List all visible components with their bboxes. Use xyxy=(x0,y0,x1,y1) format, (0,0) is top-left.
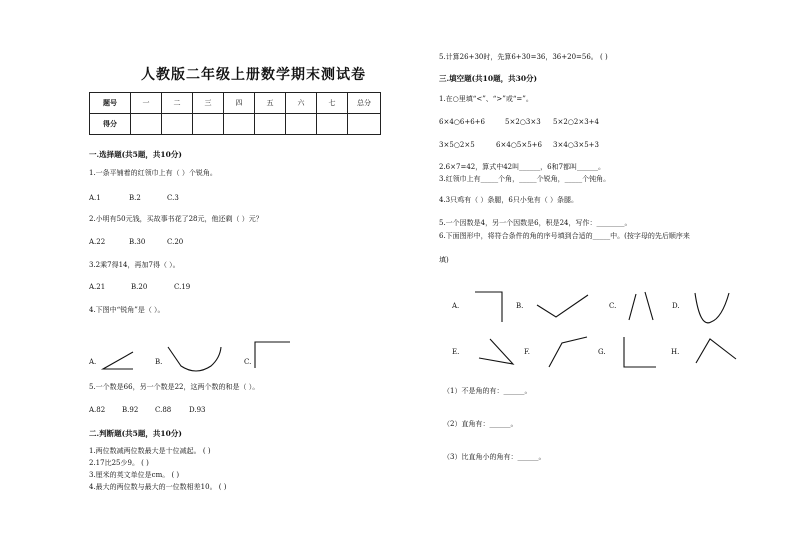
question-2-option-b: B.30 xyxy=(129,238,146,246)
question-4: 4.下图中“锐角”是（ ）。 xyxy=(89,306,165,314)
fill-6-sub-2: （2）直角有：______。 xyxy=(443,420,518,428)
fill-5: 5.一个因数是4，另一个因数是6，积是24，写作：________。 xyxy=(439,219,632,227)
score-table-header-row xyxy=(90,93,381,114)
figure-label-e: E. xyxy=(452,348,460,356)
question-5: 5.一个数是66，另一个数是22，这两个数的和是（ ）。 xyxy=(89,383,260,391)
fill-1-expr: 6×4○6+6+6 xyxy=(439,118,485,126)
score-table-score-row xyxy=(90,114,381,135)
judge-3: 3.厘米的英文单位是cm。 ( ) xyxy=(89,471,180,479)
question-3-option-b: B.20 xyxy=(131,283,148,291)
right-angle-figure-c xyxy=(252,340,292,370)
fill-1-expr: 3×5○2×5 xyxy=(439,141,475,149)
figure-c-broken-lines xyxy=(626,290,660,324)
fill-6: 6.下面图形中，将符合条件的角的序号填到合适的_____中。(按字母的先后顺序来 xyxy=(439,232,690,240)
score-cell xyxy=(193,114,224,135)
fill-4: 4.3只鸡有（ ）条腿，6只小兔有（ ）条腿。 xyxy=(439,196,579,204)
fill-1-expr: 5×2○2×3+4 xyxy=(553,118,599,126)
acute-angle-figure-a xyxy=(100,350,136,372)
judge-1: 1.两位数减两位数最大是十位减起。 ( ) xyxy=(89,447,211,455)
score-cell xyxy=(131,114,162,135)
figure-label-h: H. xyxy=(671,348,680,356)
question-1-option-a: A.1 xyxy=(89,194,101,202)
question-5-option-b: B.92 xyxy=(122,406,139,414)
figure-b-obtuse-angle xyxy=(535,292,591,322)
table-header-cell: 三 xyxy=(193,93,224,114)
question-5-option-d: D.93 xyxy=(189,406,206,414)
question-1-option-c: C.3 xyxy=(167,194,179,202)
figure-e-acute-angle xyxy=(476,336,516,368)
judge-2: 2.17比25少9。 ( ) xyxy=(89,459,149,467)
table-header-cell: 四 xyxy=(224,93,255,114)
question-3-option-a: A.21 xyxy=(89,283,106,291)
question-1-option-b: B.2 xyxy=(129,194,141,202)
figure-h-obtuse-angle xyxy=(693,334,739,366)
question-2-option-c: C.20 xyxy=(167,238,184,246)
fill-1-expr: 6×4○5×5+6 xyxy=(496,141,542,149)
section-fill-title: 三.填空题(共10题，共30分) xyxy=(439,74,538,83)
table-header-cell: 五 xyxy=(255,93,286,114)
figure-a-right-angle xyxy=(472,290,506,324)
score-cell xyxy=(162,114,193,135)
figure-g-right-angle xyxy=(620,334,660,370)
fill-1-expr: 5×2○3×3 xyxy=(505,118,541,126)
table-header-cell: 总分 xyxy=(348,93,381,114)
curved-figure-b xyxy=(166,344,224,374)
table-header-cell: 六 xyxy=(286,93,317,114)
question-5-option-a: A.82 xyxy=(89,406,106,414)
score-cell xyxy=(255,114,286,135)
question-4-option-b: B. xyxy=(155,358,163,366)
score-table xyxy=(89,92,381,135)
table-header-cell: 七 xyxy=(317,93,348,114)
table-header-cell: 一 xyxy=(131,93,162,114)
fill-3: 3.红领巾上有_____个角，_____个锐角，_____个钝角。 xyxy=(439,175,611,183)
section-choice-title: 一.选择题(共5题，共10分) xyxy=(89,150,182,159)
question-3: 3.2乘7得14，再加7得（ ）。 xyxy=(89,261,180,269)
figure-label-a: A. xyxy=(452,302,460,310)
fill-2: 2.6×7=42，算式中42叫______，6和7都叫______。 xyxy=(439,163,606,171)
question-5-option-c: C.88 xyxy=(155,406,172,414)
table-header-cell: 二 xyxy=(162,93,193,114)
score-cell xyxy=(348,114,381,135)
fill-6-continued: 填) xyxy=(439,256,449,264)
judge-5: 5.计算26+30时，先算6+30=36，36+20=56。 ( ) xyxy=(439,53,608,61)
figure-label-c: C. xyxy=(609,302,617,310)
question-1: 1.一条平铺着的红领巾上有（ ）个锐角。 xyxy=(89,169,217,177)
score-cell xyxy=(224,114,255,135)
figure-d-curve xyxy=(692,290,732,326)
score-row-label: 得分 xyxy=(90,114,131,135)
figure-label-g: G. xyxy=(598,348,606,356)
question-3-option-c: C.19 xyxy=(174,283,191,291)
fill-1: 1.在○里填“<”、“>”或“=”。 xyxy=(439,95,533,103)
judge-4: 4.最大的两位数与最大的一位数相差10。 ( ) xyxy=(89,483,227,491)
score-cell xyxy=(286,114,317,135)
figure-label-f: F. xyxy=(524,348,530,356)
score-cell xyxy=(317,114,348,135)
fill-6-sub-3: （3）比直角小的角有：______。 xyxy=(443,453,546,461)
fill-1-expr: 3×4○3×5+3 xyxy=(553,141,599,149)
question-4-option-c: C. xyxy=(244,358,252,366)
table-header-cell: 题号 xyxy=(90,93,131,114)
question-4-option-a: A. xyxy=(89,358,97,366)
figure-label-b: B. xyxy=(516,302,524,310)
question-2-option-a: A.22 xyxy=(89,238,106,246)
section-judge-title: 二.判断题(共5题，共10分) xyxy=(89,429,182,438)
figure-label-d: D. xyxy=(672,302,680,310)
page-title: 人教版二年级上册数学期末测试卷 xyxy=(141,67,366,83)
figure-f-obtuse-angle xyxy=(546,334,590,370)
fill-6-sub-1: （1）不是角的有：______。 xyxy=(443,387,532,395)
question-2: 2.小明有50元钱，买故事书花了28元，他还剩（ ）元？ xyxy=(89,215,263,223)
